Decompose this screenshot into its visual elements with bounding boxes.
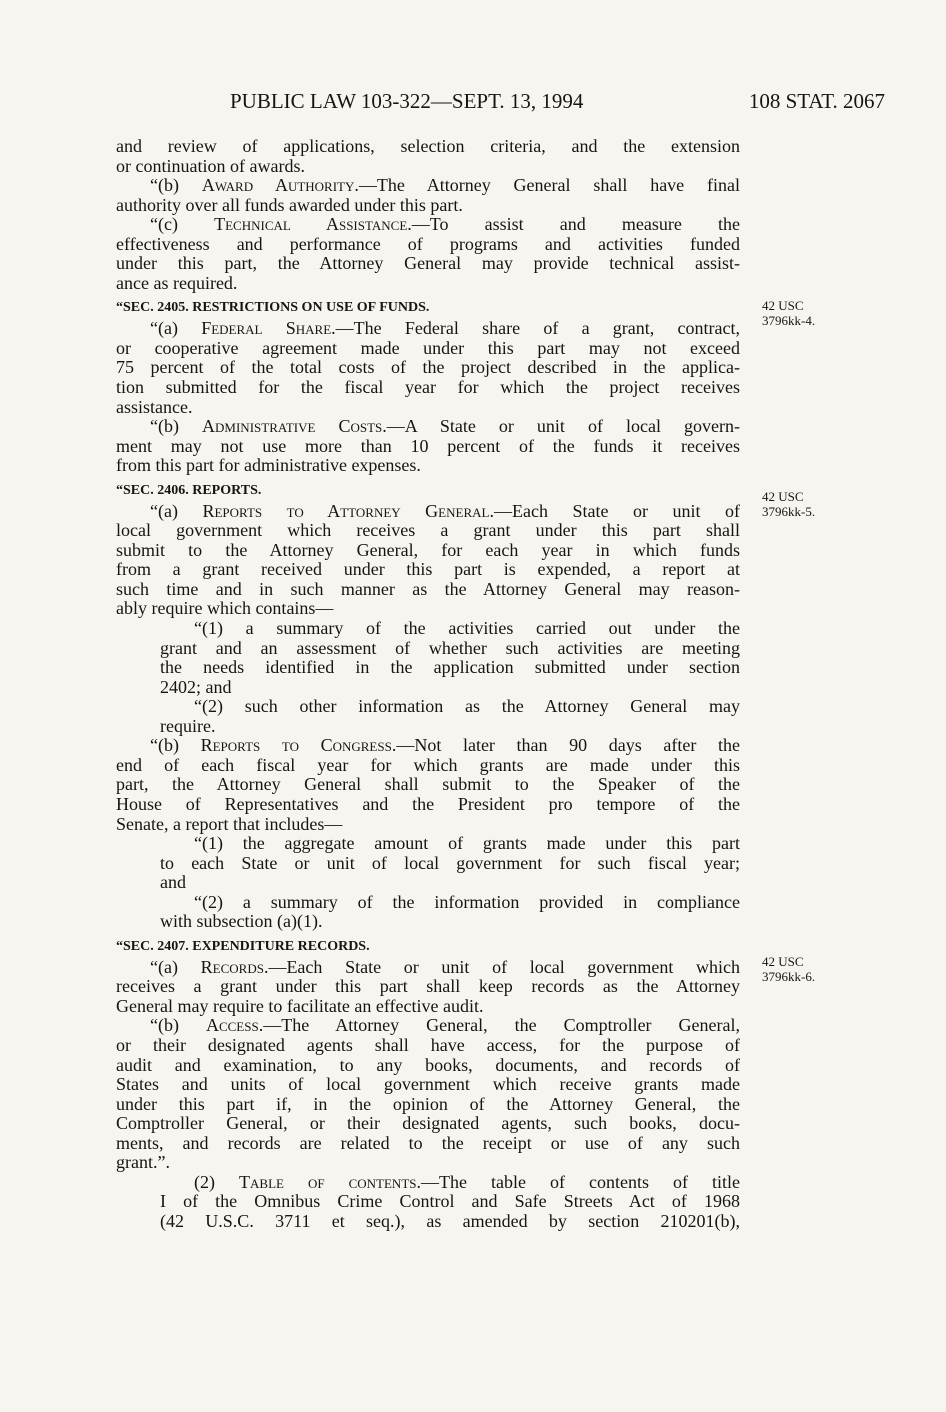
section-heading-2406: “SEC. 2406. REPORTS. <box>116 482 262 498</box>
text-line: and review of applications, selection criteria, and the extension <box>116 136 740 156</box>
margin-note-usc-section: 3796kk-4. <box>762 312 816 328</box>
margin-note-usc-title: 42 USC <box>762 489 804 504</box>
text-line <box>116 736 740 756</box>
text-line: House of Representatives and the President pro tempore of the <box>116 793 740 814</box>
paragraph-item-2-summary <box>116 893 740 932</box>
text-line: ments, and records are related to the receipt or use of any such <box>116 1132 740 1153</box>
paragraph-table-of-contents <box>116 1173 740 1232</box>
text-line: from this part for administrative expenses. <box>116 455 421 476</box>
text-line: submit to the Attorney General, for each year in which funds <box>116 539 740 560</box>
margin-note-usc-section: 3796kk-6. <box>762 968 816 984</box>
text-line <box>116 958 740 978</box>
subsection-caption: Access <box>205 1015 259 1036</box>
text-fragment: .—Each State or unit of local government which <box>263 956 740 977</box>
text-line: require. <box>160 715 216 736</box>
text-line: ance as required. <box>116 272 238 293</box>
text-line: with subsection (a)(1). <box>160 911 323 932</box>
section-heading-2407: “SEC. 2407. EXPENDITURE RECORDS. <box>116 938 370 954</box>
text-line: “(2) a summary of the information provided in compliance <box>194 891 740 912</box>
text-line: ably require which contains— <box>116 598 334 619</box>
text-line: or cooperative agreement made under this part may not exceed <box>116 337 740 358</box>
subsection-caption: Award Authority <box>201 175 355 196</box>
text-line: authority over all funds awarded under this part. <box>116 194 463 215</box>
text-line: “(1) the aggregate amount of grants made under this part <box>194 833 740 854</box>
text-line: 75 percent of the total costs of the project described in the applica- <box>116 357 740 378</box>
subsection-lead: “(a) <box>150 500 203 521</box>
paragraph-reports-to-congress <box>116 736 740 834</box>
subsection-caption: Federal Share <box>201 318 332 339</box>
text-line <box>116 176 740 196</box>
text-line: audit and examination, to any books, documents, and records of <box>116 1054 740 1075</box>
subsection-lead: “(a) <box>150 318 202 339</box>
text-line: ment may not use more than 10 percent of the funds it receives <box>116 435 740 456</box>
margin-note-usc-title: 42 USC <box>762 298 804 313</box>
text-line: or their designated agents shall have access, for the purpose of <box>116 1034 740 1055</box>
text-line: under this part if, in the opinion of the Attorney General, the <box>116 1093 740 1114</box>
paragraph-continuation <box>116 137 740 176</box>
text-line: Comptroller General, or their designated agents, such books, docu- <box>116 1113 740 1134</box>
text-line: assistance. <box>116 396 193 417</box>
margin-note-usc-section: 3796kk-5. <box>762 503 816 519</box>
text-line: States and units of local government which receive grants made <box>116 1074 740 1095</box>
text-line: 2402; and <box>160 676 232 697</box>
text-line: tion submitted for the fiscal year for which the project receives <box>116 377 740 398</box>
text-fragment: .—To assist and measure the <box>407 214 741 235</box>
text-line: or continuation of awards. <box>116 155 305 176</box>
paragraph-technical-assistance <box>116 215 740 293</box>
margin-note-usc-title: 42 USC <box>762 954 804 969</box>
text-line: I of the Omnibus Crime Control and Safe Streets Act of 1968 <box>160 1191 740 1212</box>
margin-note-sec-2406 <box>762 490 852 519</box>
text-line: General may require to facilitate an effective audit. <box>116 995 484 1016</box>
text-line: “(1) a summary of the activities carried out under the <box>194 618 740 639</box>
text-line: (42 U.S.C. 3711 et seq.), as amended by section 210201(b), <box>160 1210 740 1231</box>
subsection-lead: “(b) <box>150 735 201 756</box>
subsection-lead: (2) <box>194 1171 240 1192</box>
paragraph-item-1-summary <box>116 619 740 697</box>
text-fragment: .—The Attorney General shall have final <box>354 175 740 196</box>
text-fragment: .—Not later than 90 days after the <box>391 735 740 756</box>
subsection-lead: “(b) <box>150 1015 206 1036</box>
section-heading-2405: “SEC. 2405. RESTRICTIONS ON USE OF FUNDS. <box>116 300 430 316</box>
subsection-lead: “(b) <box>150 416 203 437</box>
text-line: grant.”. <box>116 1152 170 1173</box>
text-line: receives a grant under this part shall keep records as the Attorney <box>116 976 740 997</box>
paragraph-federal-share <box>116 319 740 417</box>
text-fragment: .—A State or unit of local govern- <box>382 416 740 437</box>
page-header <box>230 87 885 115</box>
paragraph-reports-to-attorney-general <box>116 502 740 619</box>
text-line: such time and in such manner as the Attorney General may reason- <box>116 578 740 599</box>
text-line <box>116 502 740 522</box>
text-line <box>116 417 740 437</box>
subsection-caption: Table of contents <box>239 1171 417 1192</box>
text-line: “(2) such other information as the Attorney General may <box>194 696 740 717</box>
text-fragment: .—Each State or unit of <box>489 500 740 521</box>
paragraph-administrative-costs <box>116 417 740 476</box>
text-line: end of each fiscal year for which grants are made under this <box>116 754 740 775</box>
margin-note-sec-2407 <box>762 955 852 984</box>
subsection-lead: “(a) <box>150 956 201 977</box>
text-line <box>160 1173 740 1193</box>
subsection-caption: Records <box>200 956 264 977</box>
paragraph-records <box>116 958 740 1017</box>
subsection-caption: Technical Assistance <box>214 214 408 235</box>
text-line: Senate, a report that includes— <box>116 813 343 834</box>
text-line: to each State or unit of local government for such fiscal year; <box>160 852 740 873</box>
text-line: and <box>160 872 186 893</box>
subsection-lead: “(c) <box>150 214 215 235</box>
paragraph-access <box>116 1016 740 1172</box>
text-line: under this part, the Attorney General may provide technical assist- <box>116 253 740 274</box>
statute-body <box>116 137 740 1231</box>
text-line <box>116 1016 740 1036</box>
margin-note-sec-2405 <box>762 299 852 328</box>
text-fragment: .—The Federal share of a grant, contract, <box>331 318 740 339</box>
text-line: grant and an assessment of whether such activities are meeting <box>160 637 740 658</box>
running-head: PUBLIC LAW 103-322—SEPT. 13, 1994 <box>230 89 584 113</box>
text-line <box>116 319 740 339</box>
text-line <box>116 215 740 235</box>
subsection-caption: Administrative Costs <box>202 416 383 437</box>
subsection-lead: “(b) <box>150 175 202 196</box>
subsection-caption: Reports to Congress <box>200 735 392 756</box>
text-fragment: .—The table of contents of title <box>416 1171 740 1192</box>
paragraph-award-authority <box>116 176 740 215</box>
paragraph-item-1-aggregate-amount <box>116 834 740 893</box>
text-line: effectiveness and performance of programs and activities funded <box>116 233 740 254</box>
paragraph-item-2-other-information <box>116 697 740 736</box>
text-line: from a grant received under this part is expended, a report at <box>116 559 740 580</box>
text-fragment: .—The Attorney General, the Comptroller General, <box>258 1015 740 1036</box>
text-line: local government which receives a grant under this part shall <box>116 520 740 541</box>
statute-page-reference: 108 STAT. 2067 <box>748 89 885 113</box>
subsection-caption: Reports to Attorney General <box>202 500 490 521</box>
text-line: the needs identified in the application submitted under section <box>160 657 740 678</box>
text-line: part, the Attorney General shall submit to the Speaker of the <box>116 774 740 795</box>
